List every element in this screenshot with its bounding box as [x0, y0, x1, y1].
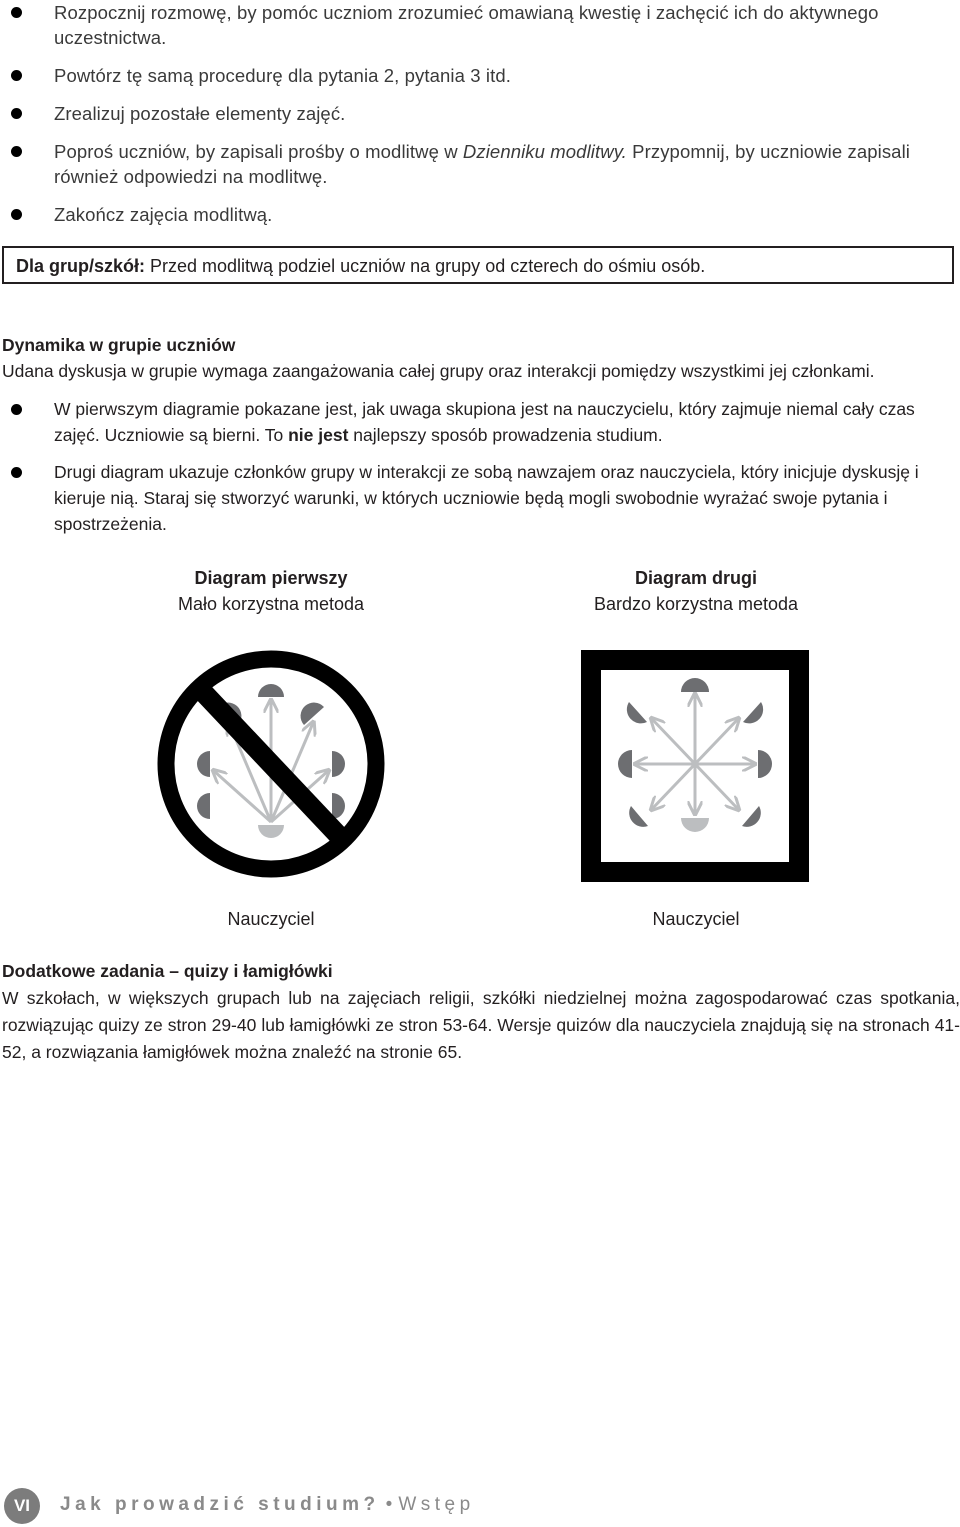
list-item	[0, 63, 940, 88]
callout-label: Dla grup/szkół:	[16, 256, 146, 276]
diagram-caption: Nauczyciel	[227, 909, 315, 929]
student-icon	[301, 703, 324, 725]
page-number-badge: VI	[4, 1488, 40, 1524]
student-icon	[332, 793, 345, 819]
callout-text: Przed modlitwą podziel uczniów na grupy od czterech do ośmiu osób.	[145, 256, 706, 276]
dynamics-list	[2, 396, 952, 537]
student-icon	[618, 750, 632, 778]
diagram-one	[150, 565, 392, 945]
emphasis: nie jest	[288, 425, 349, 445]
bullet-text: Drugi diagram ukazuje członków grupy w interakcji ze sobą nawzajem oraz nauczyciela, który inicjuje dyskusję i kieruje nią. Staraj się stworzyć warunki, w których uczniowie będą mogli swobodnie wyrażać swoje pytania i spostrzeżenia.	[54, 462, 919, 534]
bullet-dot-icon	[11, 108, 22, 119]
student-icon	[681, 678, 709, 692]
student-icon	[258, 684, 284, 697]
student-icon	[758, 750, 772, 778]
bullet-dot-icon	[11, 209, 22, 220]
diagram-title: Diagram pierwszy	[194, 568, 348, 588]
bullet-text-after: najlepszy sposób prowadzenia studium.	[348, 425, 663, 445]
bullet-text-before: Poproś uczniów, by zapisali prośby o modlitwę w	[54, 141, 463, 162]
teacher-centered-diagram	[154, 647, 388, 881]
bullet-text: Zakończ zajęcia modlitwą.	[54, 204, 273, 225]
bullet-text: Rozpocznij rozmowę, by pomóc uczniom zrozumieć omawianą kwestię i zachęcić ich do aktywnego uczestnictwa.	[54, 2, 879, 48]
student-icon	[627, 702, 647, 723]
bullet-text-before: W pierwszym diagramie pokazane jest, jak uwaga skupiona jest na nauczycielu, który zajmuje niemal cały czas zajęć. Uczniowie są bierni. To	[54, 399, 915, 445]
diagram-title: Diagram drugi	[634, 568, 758, 588]
student-icon	[197, 793, 210, 819]
list-item	[2, 459, 952, 537]
student-icon	[197, 751, 210, 777]
bullet-text-after: Przypomnij, by uczniowie zapisali również odpowiedzi na modlitwę.	[54, 141, 910, 187]
teacher-icon	[258, 825, 284, 838]
bullet-dot-icon	[11, 70, 22, 81]
book-title: Jak prowadzić studium?	[60, 1494, 380, 1515]
separator: •	[385, 1494, 393, 1515]
bullet-text: Powtórz tę samą procedurę dla pytania 2, pytania 3 itd.	[54, 65, 511, 86]
list-item	[0, 101, 940, 126]
list-item	[2, 396, 952, 448]
student-icon	[743, 702, 763, 723]
section-heading: Dodatkowe zadania – quizy i łamigłówki	[2, 961, 333, 981]
group-interaction-diagram	[581, 650, 809, 882]
list-item	[0, 0, 940, 50]
diagram-caption: Nauczyciel	[652, 909, 740, 929]
diagram-subtitle: Bardzo korzystna metoda	[593, 594, 799, 614]
page-footer	[0, 1486, 960, 1526]
section-intro: Udana dyskusja w grupie wymaga zaangażowania całej grupy oraz interakcji pomiędzy wszystkimi jej członkami.	[2, 361, 875, 381]
groups-callout	[2, 246, 954, 284]
running-title	[60, 1494, 475, 1516]
group-dynamics-section	[2, 332, 952, 548]
bullet-dot-icon	[11, 7, 22, 18]
teacher-icon	[681, 818, 709, 832]
section-heading: Dynamika w grupie uczniów	[2, 335, 236, 355]
diagram-subtitle: Mało korzystna metoda	[177, 594, 365, 614]
diagram-two	[575, 565, 817, 945]
bullet-text: Zrealizuj pozostałe elementy zajęć.	[54, 103, 346, 124]
arrows	[636, 695, 754, 813]
student-icon	[332, 751, 345, 777]
instructions-list	[0, 0, 940, 240]
journal-title: Dzienniku modlitwy.	[462, 141, 627, 162]
student-icon	[629, 806, 648, 827]
list-item	[0, 139, 940, 189]
section-body: W szkołach, w większych grupach lub na zajęciach religii, szkółki niedzielnej można zagospodarować czas spotkania, rozwiązując quizy ze stron 29-40 lub łamigłówki ze stron 53-64. Wersje quizów dla nauczyciela znajdują się na stronach 41-52, a rozwiązania łamigłówek można znaleźć na stronie 65.	[2, 988, 960, 1062]
arrow	[214, 771, 271, 822]
section-name: Wstęp	[398, 1494, 475, 1515]
bullet-dot-icon	[11, 146, 22, 157]
bullet-dot-icon	[11, 467, 22, 478]
list-item	[0, 202, 940, 227]
extra-tasks-section	[2, 958, 960, 1066]
student-icon	[742, 806, 761, 827]
bullet-dot-icon	[11, 404, 22, 415]
